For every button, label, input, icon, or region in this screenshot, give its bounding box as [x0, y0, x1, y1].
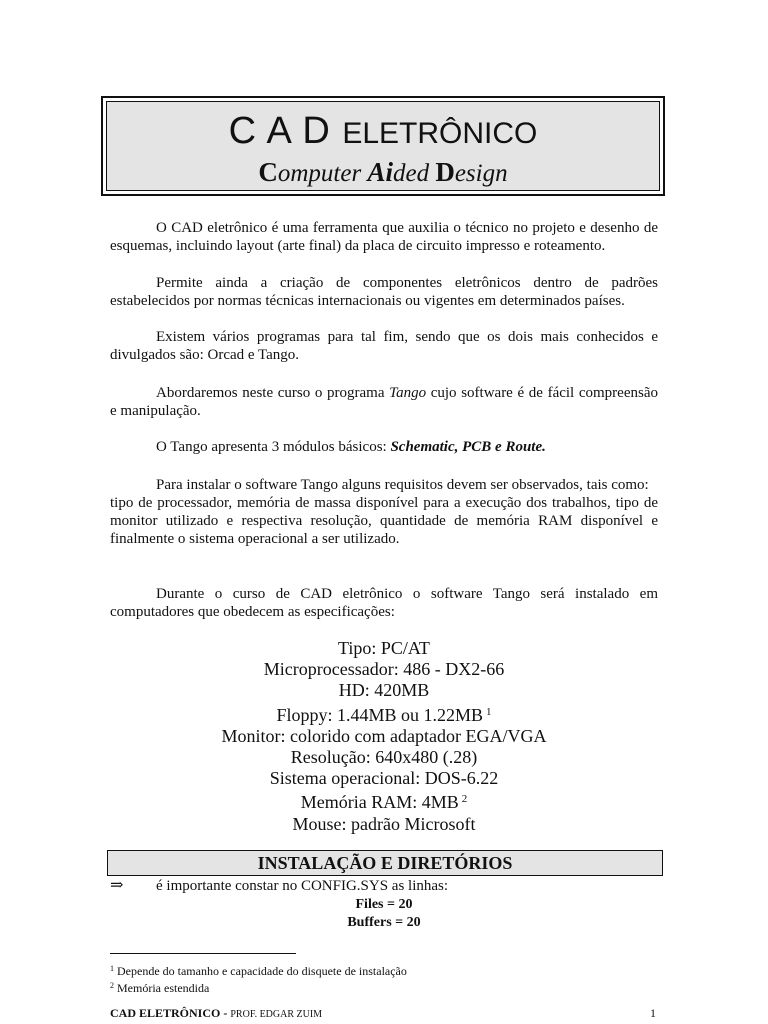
spec-sistema: Sistema operacional: DOS-6.22 [269, 768, 499, 789]
paragraph-text-a: Abordaremos neste curso o programa [156, 385, 390, 401]
paragraph-text-b: cujo software é de fácil compreensão e manipulação. [110, 385, 658, 419]
subtitle-ded: ded [392, 160, 436, 187]
subtitle-d: D [435, 157, 455, 187]
config-note [110, 877, 448, 895]
title-panel [106, 101, 660, 191]
arrow-icon: ⇒ [110, 877, 124, 894]
config-note-text: é importante constar no CONFIG.SYS as linhas: [156, 878, 449, 894]
paragraph-requirements [110, 476, 658, 548]
paragraph-modules [110, 438, 658, 456]
spec-floppy: Floppy: 1.44MB ou 1.22MB [276, 704, 484, 725]
footer-author: PROF. EDGAR ZUIM [230, 1009, 323, 1020]
paragraph-text: Durante o curso de CAD eletrônico o software Tango será instalado em computadores que obedecem as especificações: [110, 586, 658, 620]
config-buffers: Buffers = 20 [347, 915, 421, 930]
footnote-number: 2 [110, 981, 114, 990]
footnote-number: 1 [110, 964, 114, 973]
paragraph-text: Permite ainda a criação de componentes eletrônicos dentro de padrões estabelecidos por normas técnicas internacionais ou vigentes em determinados países. [110, 275, 658, 309]
footnote-text: Depende do tamanho e capacidade do disquete de instalação [117, 964, 407, 978]
title-word: ELETRÔNICO [342, 117, 538, 150]
config-files: Files = 20 [355, 897, 413, 912]
subtitle-omputer: omputer [277, 160, 368, 187]
footnote-text: Memória estendida [117, 981, 210, 995]
tango-italic: Tango [389, 385, 427, 401]
spec-hd: HD: 420MB [338, 680, 430, 701]
paragraph-components [110, 274, 658, 310]
spec-memoria-row [110, 789, 658, 813]
footnote-ref-2[interactable]: 2 [461, 793, 468, 806]
spec-floppy-row [110, 702, 658, 726]
title-box [101, 96, 665, 196]
paragraph-intro [110, 219, 658, 255]
footnote-ref-1[interactable]: 1 [486, 705, 492, 718]
footer-course: CAD ELETRÔNICO - [110, 1006, 231, 1020]
paragraph-tango [110, 384, 658, 420]
paragraph-text: O Tango apresenta 3 módulos básicos: [156, 439, 391, 455]
paragraph-text-a: Para instalar o software Tango alguns requisitos devem ser observados, tais como: [156, 477, 649, 493]
spec-memoria: Memória RAM: 4MB [300, 792, 459, 813]
footnote-1 [110, 961, 407, 979]
paragraph-text: O CAD eletrônico é uma ferramenta que auxilia o técnico no projeto e desenho de esquemas, incluindo layout (arte final) da placa de circuito impresso e roteamento. [110, 220, 658, 254]
spec-micro: Microprocessador: 486 - DX2-66 [263, 659, 505, 680]
paragraph-text: Existem vários programas para tal fim, sendo que os dois mais conhecidos e divulgados são: Orcad e Tango. [110, 329, 658, 363]
spec-mouse: Mouse: padrão Microsoft [292, 813, 476, 834]
spec-resolucao: Resolução: 640x480 (.28) [290, 747, 478, 768]
document-title [107, 108, 659, 157]
paragraph-programs [110, 328, 658, 364]
modules-list: Schematic, PCB e Route. [390, 439, 546, 455]
section-heading: INSTALAÇÃO E DIRETÓRIOS [107, 850, 663, 876]
paragraph-text-b: tipo de processador, memória de massa disponível para a execução dos trabalhos, tipo de monitor utilizado e respectiva resolução, quantidade de memória RAM disponível e finalmente o sistema operacional a ser utilizado. [110, 495, 658, 547]
subtitle-c: C [258, 157, 278, 187]
spec-monitor: Monitor: colorido com adaptador EGA/VGA [221, 725, 547, 746]
subtitle-esign: esign [454, 160, 508, 187]
footnote-2 [110, 978, 209, 996]
document-subtitle [107, 157, 659, 189]
spec-tipo: Tipo: PC/AT [338, 638, 430, 658]
title-letters: C A D [228, 110, 331, 152]
footnote-divider [110, 953, 296, 954]
page-number: 1 [650, 1006, 656, 1020]
paragraph-install [110, 585, 658, 621]
specs-list [110, 638, 658, 835]
page-footer [110, 1006, 322, 1021]
subtitle-ai: Ai [367, 157, 393, 187]
